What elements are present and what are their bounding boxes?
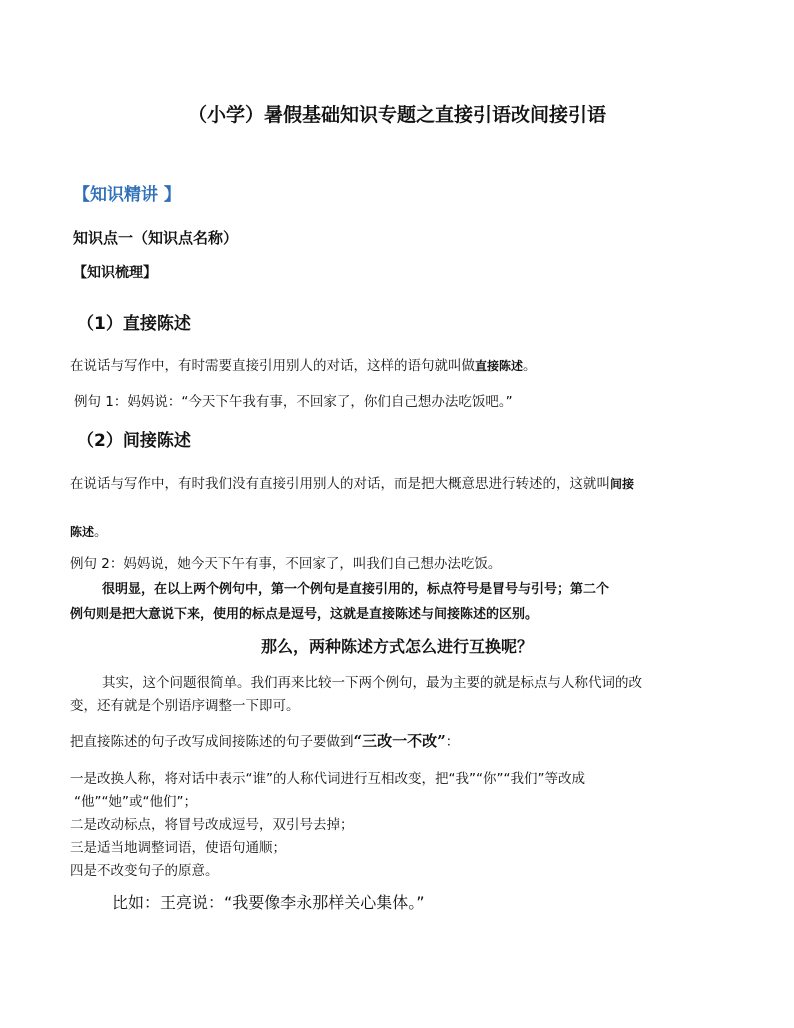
rule-item: 三是适当地调整词语，使语句通顺； (70, 840, 286, 856)
bold-term: 间接 (610, 477, 635, 491)
knowledge-sort-heading: 【知识梳理】 (73, 265, 157, 281)
example-sentence-2: 例句 2：妈妈说，她今天下午有事，不回家了，叫我们自己想办法吃饭。 (70, 556, 502, 572)
rule-intro (70, 730, 459, 751)
bold-paragraph-line: 例句则是把大意说下来，使用的标点是逗号，这就是直接陈述与间接陈述的区别。 (70, 607, 539, 622)
rule-item: 四是不改变句子的原意。 (70, 863, 219, 879)
question-heading: 那么，两种陈述方式怎么进行互换呢？ (260, 637, 533, 656)
punctuation: 。 (94, 524, 108, 540)
knowledge-point-heading: 知识点一（知识点名称） (73, 229, 239, 247)
rule-intro-text: 把直接陈述的句子改写成间接陈述的句子要做到 (70, 734, 354, 750)
example-sentence-3: 比如：王亮说：“我要像李永那样关心集体。” (112, 893, 425, 912)
heading-direct-statement: （1）直接陈述 (77, 314, 191, 334)
bold-paragraph-line: 很明显，在以上两个例句中，第一个例句是直接引用的，标点符号是冒号与引号；第二个 (102, 582, 610, 597)
bold-term: 直接陈述 (475, 359, 524, 373)
rule-quote: “三改一不改” (353, 732, 446, 750)
paragraph-line: 变，还有就是个别语序调整一下即可。 (70, 698, 300, 714)
section-label: 【知识精讲 】 (73, 185, 181, 205)
paragraph-indirect-definition (70, 472, 634, 492)
rule-item: 二是改动标点，将冒号改成逗号，双引号去掉； (70, 817, 354, 833)
punctuation: ： (445, 734, 460, 750)
paragraph-indirect-definition-cont (70, 520, 108, 540)
paragraph-text: 在说话与写作中，有时需要直接引用别人的对话，这样的语句就叫做 (70, 358, 475, 374)
page-title: （小学）暑假基础知识专题之直接引语改间接引语 (187, 104, 606, 126)
paragraph-line: 其实，这个问题很简单。我们再来比较一下两个例句，最为主要的就是标点与人称代词的改 (102, 675, 642, 691)
paragraph-direct-definition (70, 354, 537, 374)
rule-item-cont: “他”“她”或“他们”； (74, 794, 197, 810)
punctuation: 。 (523, 358, 537, 374)
bold-term: 陈述 (70, 525, 95, 539)
paragraph-text: 在说话与写作中，有时我们没有直接引用别人的对话，而是把大概意思进行转述的，这就叫 (70, 476, 610, 492)
rule-item: 一是改换人称，将对话中表示“谁”的人称代词进行互相改变，把“我”“你”“我们”等改成 (70, 771, 585, 787)
example-sentence-1: 例句 1：妈妈说：“今天下午我有事，不回家了，你们自己想办法吃饭吧。” (74, 394, 513, 410)
heading-indirect-statement: （2）间接陈述 (77, 431, 191, 451)
